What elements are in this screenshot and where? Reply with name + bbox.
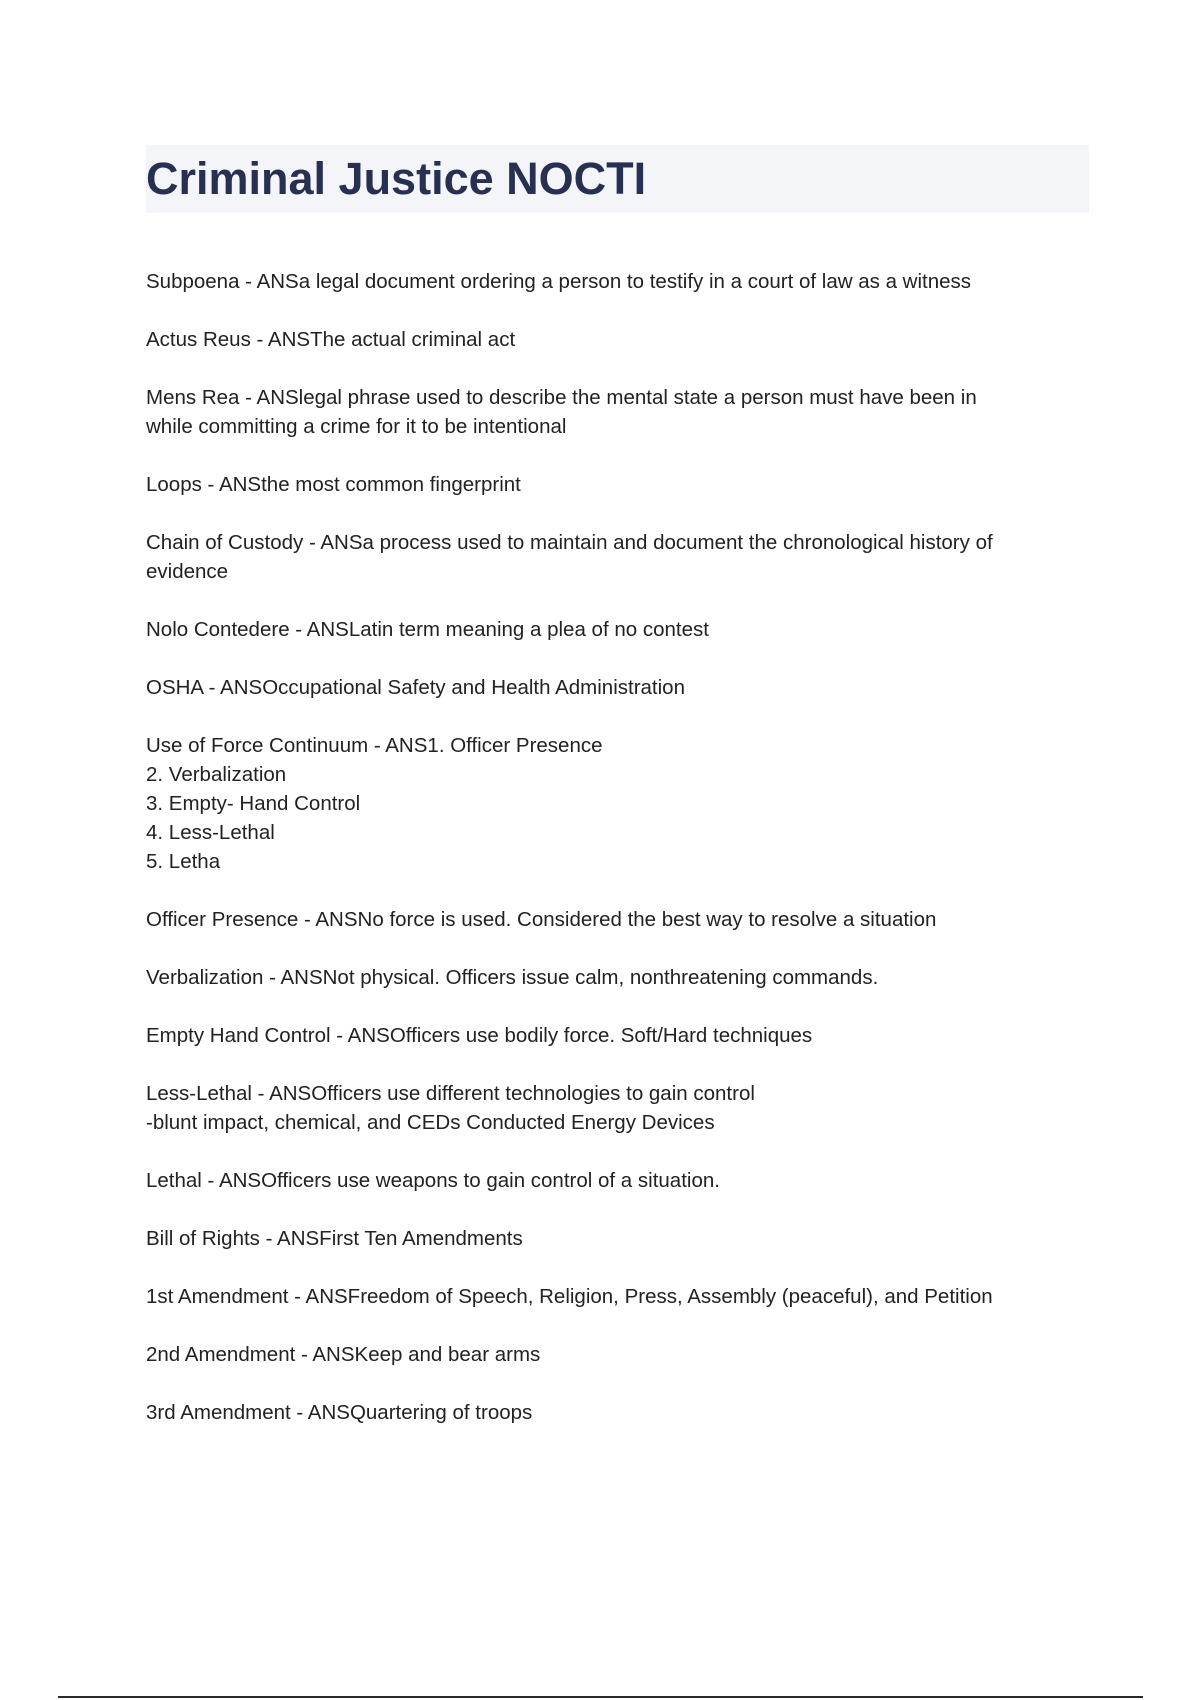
list-item — [146, 325, 1086, 354]
list-item — [146, 905, 1086, 934]
list-item — [146, 1398, 1086, 1427]
entry-line: Nolo Contedere - ANSLatin term meaning a plea of no contest — [146, 618, 709, 641]
list-item — [146, 1282, 1086, 1311]
entry-line: Loops - ANSthe most common fingerprint — [146, 473, 521, 496]
entry-line: Verbalization - ANSNot physical. Officers issue calm, nonthreatening commands. — [146, 966, 879, 989]
entry-line: Actus Reus - ANSThe actual criminal act — [146, 328, 516, 351]
entry-line: -blunt impact, chemical, and CEDs Conducted Energy Devices — [146, 1111, 715, 1134]
entry-line: 1st Amendment - ANSFreedom of Speech, Religion, Press, Assembly (peaceful), and Petition — [146, 1285, 993, 1308]
list-item — [146, 1021, 1086, 1050]
entry-line: 2nd Amendment - ANSKeep and bear arms — [146, 1343, 541, 1366]
entry-line: Chain of Custody - ANSa process used to maintain and document the chronological history of — [146, 531, 993, 554]
list-item — [146, 1166, 1086, 1195]
entry-line: Less-Lethal - ANSOfficers use different technologies to gain control — [146, 1082, 755, 1105]
list-item — [146, 528, 1086, 586]
page-title: Criminal Justice NOCTI — [146, 153, 647, 204]
entry-line: Use of Force Continuum - ANS1. Officer Presence — [146, 734, 603, 757]
entry-line: 3rd Amendment - ANSQuartering of troops — [146, 1401, 533, 1424]
entry-line: Bill of Rights - ANSFirst Ten Amendments — [146, 1227, 523, 1250]
entry-line: while committing a crime for it to be intentional — [146, 415, 567, 438]
list-item — [146, 673, 1086, 702]
entry-line: 3. Empty- Hand Control — [146, 792, 361, 815]
entry-line: Mens Rea - ANSlegal phrase used to describe the mental state a person must have been in — [146, 386, 977, 409]
entry-line: Lethal - ANSOfficers use weapons to gain control of a situation. — [146, 1169, 720, 1192]
list-item — [146, 470, 1086, 499]
title-band — [146, 145, 1089, 213]
list-item — [146, 963, 1086, 992]
list-item — [146, 1079, 1086, 1137]
list-item — [146, 1340, 1086, 1369]
entry-line: evidence — [146, 560, 229, 583]
entry-line: 4. Less-Lethal — [146, 821, 275, 844]
entry-line: Empty Hand Control - ANSOfficers use bodily force. Soft/Hard techniques — [146, 1024, 813, 1047]
list-item — [146, 615, 1086, 644]
entry-line: 2. Verbalization — [146, 763, 287, 786]
list-item — [146, 1224, 1086, 1253]
entry-line: OSHA - ANSOccupational Safety and Health Administration — [146, 676, 685, 699]
footer-divider — [58, 1696, 1143, 1698]
entry-line: Officer Presence - ANSNo force is used. Considered the best way to resolve a situation — [146, 908, 937, 931]
list-item — [146, 267, 1086, 296]
list-item — [146, 731, 1086, 876]
entry-list — [146, 267, 1086, 1456]
list-item — [146, 383, 1086, 441]
entry-line: 5. Letha — [146, 850, 221, 873]
entry-line: Subpoena - ANSa legal document ordering a person to testify in a court of law as a witness — [146, 270, 972, 293]
